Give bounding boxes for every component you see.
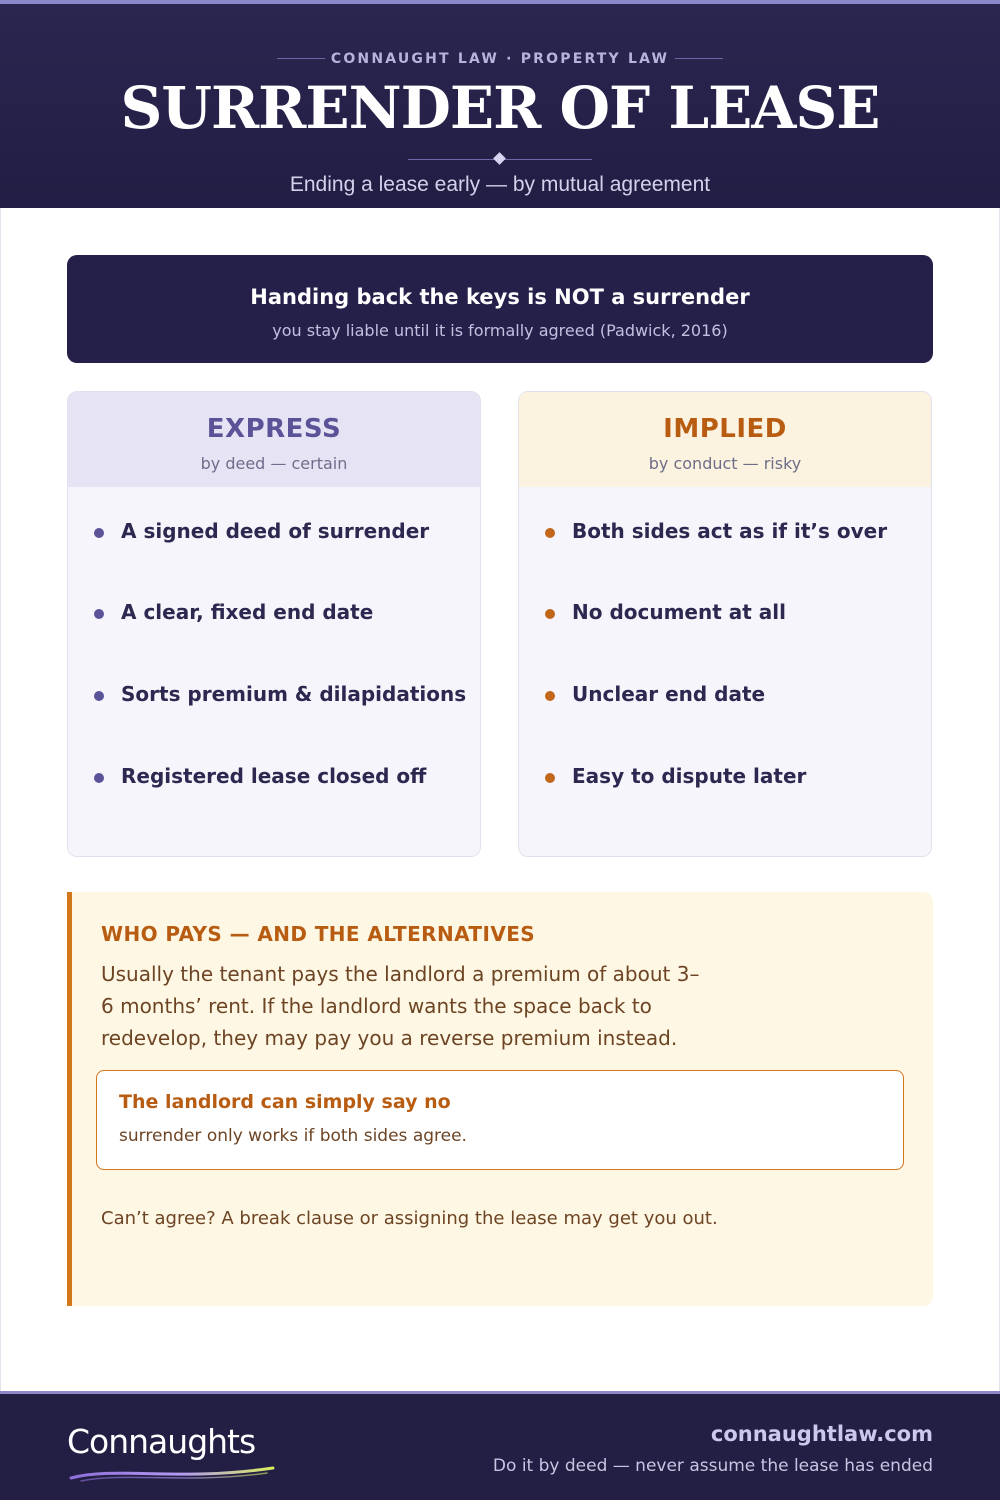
list-item-text: Sorts premium & dilapidations	[121, 682, 467, 706]
page-title: SURRENDER OF LEASE	[120, 74, 880, 142]
website-link[interactable]: connaughtlaw.com	[710, 1422, 933, 1446]
list-item-text: Unclear end date	[572, 682, 766, 706]
list-item	[572, 600, 786, 624]
warning-banner	[67, 255, 933, 363]
list-item	[572, 764, 806, 788]
list-item-text: Both sides act as if it’s over	[572, 519, 888, 543]
who-pays-footnote: Can’t agree? A break clause or assigning the lease may get you out.	[101, 1208, 718, 1229]
who-pays-panel	[67, 892, 933, 1306]
bullet-icon	[545, 691, 555, 701]
list-item-text: A clear, fixed end date	[121, 600, 374, 624]
landlord-callout	[96, 1070, 904, 1170]
list-item-text: Registered lease closed off	[121, 764, 427, 788]
implied-card	[518, 391, 932, 857]
bullet-icon	[94, 609, 104, 619]
express-card	[67, 391, 481, 857]
diamond-icon	[493, 152, 506, 165]
connaughts-logo	[67, 1422, 287, 1484]
who-pays-title: WHO PAYS — AND THE ALTERNATIVES	[101, 922, 536, 946]
warning-subtitle: you stay liable until it is formally agreed (Padwick, 2016)	[272, 321, 728, 340]
implied-title: IMPLIED	[663, 414, 787, 444]
bullet-icon	[94, 773, 104, 783]
page-subtitle: Ending a lease early — by mutual agreement	[289, 173, 711, 196]
list-item	[121, 682, 466, 706]
list-item	[121, 600, 373, 624]
bullet-icon	[94, 691, 104, 701]
express-subtitle: by deed — certain	[200, 454, 348, 473]
callout-subtitle: surrender only works if both sides agree.	[119, 1126, 467, 1146]
list-item	[572, 682, 765, 706]
implied-subtitle: by conduct — risky	[648, 454, 802, 473]
list-item	[572, 519, 887, 543]
list-item	[121, 519, 429, 543]
list-item	[121, 764, 426, 788]
bullet-icon	[545, 528, 555, 538]
bullet-icon	[545, 609, 555, 619]
express-title: EXPRESS	[206, 414, 342, 444]
list-item-text: A signed deed of surrender	[121, 519, 430, 543]
bullet-icon	[545, 773, 555, 783]
implied-card-header	[519, 392, 931, 487]
header-banner	[0, 0, 1000, 208]
eyebrow-text: CONNAUGHT LAW · PROPERTY LAW	[330, 51, 670, 67]
footer-bar	[0, 1391, 1000, 1500]
footer-tagline: Do it by deed — never assume the lease has ended	[492, 1456, 933, 1476]
list-item-text: No document at all	[572, 600, 786, 624]
logo-swoosh-icon	[67, 1462, 277, 1484]
logo-wordmark: Connaughts	[67, 1422, 256, 1461]
bullet-icon	[94, 528, 104, 538]
list-item-text: Easy to dispute later	[572, 764, 807, 788]
who-pays-body: Usually the tenant pays the landlord a premium of about 3–6 months’ rent. If the landlord wants the space back to redevelop, they may pay you a reverse premium instead.	[101, 962, 700, 1050]
warning-title: Handing back the keys is NOT a surrender	[250, 285, 750, 309]
callout-title: The landlord can simply say no	[119, 1091, 451, 1113]
express-card-header	[68, 392, 480, 487]
